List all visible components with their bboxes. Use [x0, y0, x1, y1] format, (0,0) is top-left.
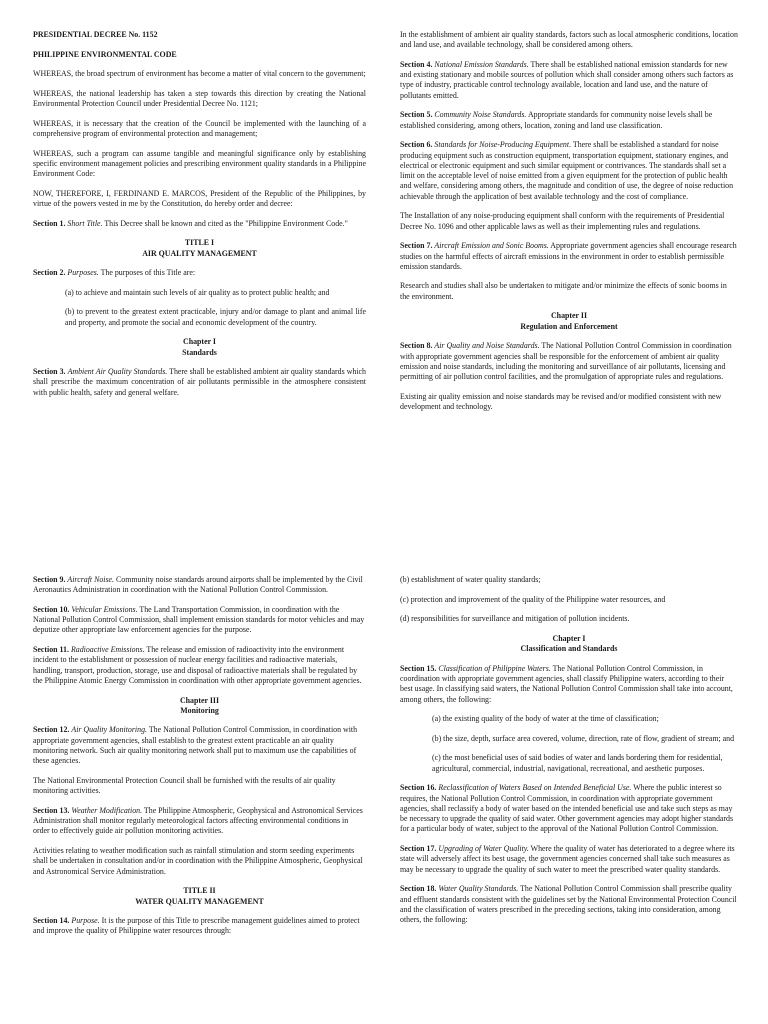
section-7-paragraph-2: Research and studies shall also be undertaken to mitigate and/or minimize the effects of sonic booms in the environment. [400, 281, 727, 301]
section-5 [400, 110, 738, 131]
section-text: The National Pollution Control Commission, in coordination with appropriate government agencies, shall establish to the greatest extent practicable an air quality monitoring network. Such air quality monitoring network shall put to maximum use the capabilities of these agencies. [33, 725, 358, 766]
section-12 [33, 725, 366, 766]
section-text: The purposes of this Title are: [98, 268, 196, 278]
section-label: Section 13. [33, 805, 70, 815]
section-name: Purposes. [67, 268, 99, 278]
chapter-1-heading [400, 634, 738, 655]
purpose-item-b: (b) establishment of water quality standards; [400, 575, 541, 584]
chapter-name: Monitoring [180, 705, 219, 715]
section-text: Community noise standards around airports shall be implemented by the Civil Aeronautics Administration in coordination with the National Pollution Control Commission. [33, 575, 363, 595]
section-3 [33, 367, 366, 398]
whereas-clause-3: WHEREAS, it is necessary that the creation of the Council be implemented with the launching of a comprehensive program of environmental protection and management; [33, 118, 366, 138]
section-label: Section 14. [33, 916, 70, 926]
section-16 [400, 783, 738, 834]
code-title: PHILIPPINE ENVIRONMENTAL CODE [33, 49, 177, 59]
section-label: Section 17. [400, 844, 437, 854]
purpose-item-b: (b) to prevent to the greatest extent practicable, injury and/or damage to plant and animal life and property, and promote the social and economic development of the country. [65, 307, 366, 327]
page-2-column [400, 30, 738, 422]
section-11 [33, 645, 366, 686]
section-2 [33, 268, 366, 278]
classification-factor-a: (a) the existing quality of the body of water at the time of classification; [432, 714, 659, 724]
classification-factor-c: (c) the most beneficial uses of said bodies of water and lands bordering them for residential, agricultural, commercial, industrial, navigational, recreational, and aesthetic purposes. [432, 753, 723, 773]
section-label: Section 10. [33, 604, 70, 614]
section-text: Appropriate government agencies shall encourage research studies on the harmful effects of aircraft emissions in the environment in order to establish permissible emission standards. [400, 241, 737, 271]
decree-order: NOW, THEREFORE, I, FERDINAND E. MARCOS, President of the Republic of the Philippines, by virtue of the powers vested in me by the Constitution, do hereby order and decree: [33, 188, 366, 209]
decree-heading: PRESIDENTIAL DECREE No. 1152 [33, 30, 158, 39]
whereas-clause-1: WHEREAS, the broad spectrum of environment has become a matter of vital concern to the government; [33, 69, 366, 79]
section-17 [400, 844, 738, 875]
whereas-clause-4: WHEREAS, such a program can assume tangible and meaningful significance only by establishing specific environment management policies and prescribing environment quality standards in a Philippine Environment Code: [33, 148, 366, 179]
title-number: TITLE II [183, 886, 216, 896]
section-text: This Decree shall be known and cited as the "Philippine Environment Code." [102, 218, 348, 228]
section-text: There shall be established a standard for noise producing equipment such as construction equipment, transportation equipment, stationary engines, and electrical or electronic equipment and such similar equipment or contrivances. The standards shall set a limit on the acceptable level of noise emitted from a given equipment for the protection of public health and welfare, considering among others, the magnitude and condition of use, the degree of noise reduction achievable through the application of best available technology and the cost of compliance. [400, 140, 734, 201]
page-4-column [400, 575, 738, 935]
section-name: Community Noise Standards. [434, 110, 527, 120]
section-name: Air Quality Monitoring. [71, 725, 147, 735]
chapter-number: Chapter I [183, 337, 216, 347]
section-10 [33, 605, 366, 636]
section-text: There shall be established ambient air quality standards which shall prescribe the maximum concentration of air pollutants permissible in the atmosphere consistent with public health, safety and general welfare. [33, 367, 366, 397]
title-1-heading [33, 238, 366, 259]
section-label: Section 8. [400, 341, 433, 351]
section-text: Where the public interest so requires, the National Pollution Control Commission, in coordination with appropriate government agencies, shall reclassify a body of water based on the intended beneficial use and take such steps as may be necessary to upgrade the quality of said water. Other government agencies may adopt higher standards for a particular body of water, subject to the approval of the National Pollution Control Commission. [400, 783, 734, 834]
section-text: The National Pollution Control Commission in coordination with appropriate government agencies shall be responsible for the enforcement of ambient air quality emission and noise standards, including the monitoring and surveillance of air pollutants, licensing and permitting of air pollution control facilities, and the promulgation of appropriate rules and regulations. [400, 341, 732, 382]
section-label: Section 15. [400, 663, 437, 673]
section-name: Classification of Philippine Waters. [438, 663, 551, 673]
section-name: Vehicular Emissions. [71, 604, 138, 614]
section-14 [33, 916, 366, 937]
section-text: It is the purpose of this Title to prescribe management guidelines aimed to protect and improve the quality of Philippine water resources through: [33, 916, 360, 936]
section-label: Section 6. [400, 140, 433, 150]
section-18 [400, 884, 738, 925]
chapter-1-heading [33, 337, 366, 358]
section-6-paragraph-2: The Installation of any noise-producing equipment shall conform with the requirements of Presidential Decree No. 1096 and other applicable laws as well as their implementing rules and regulations. [400, 211, 725, 231]
section-name: Aircraft Noise. [67, 575, 115, 584]
section-text: The Land Transportation Commission, in coordination with the National Pollution Control Commission, shall implement emission standards for motor vehicles and may deputize other appropriate law enforcement agencies for the purpose. [33, 604, 365, 635]
section-name: Standards for Noise-Producing Equipment. [434, 140, 572, 150]
section-name: Water Quality Standards. [438, 884, 519, 894]
section-name: Ambient Air Quality Standards. [67, 367, 168, 377]
section-text: The Philippine Atmospheric, Geophysical and Astronomical Services Administration shall monitor regularly meteorological factors affecting environmental conditions in order to effectively guide air pollution monitoring activities. [33, 805, 363, 836]
chapter-3-heading [33, 696, 366, 717]
chapter-name: Classification and Standards [520, 644, 618, 654]
section-name: National Emission Standards. [434, 59, 529, 69]
section-name: Aircraft Emission and Sonic Booms. [434, 241, 549, 251]
title-name: AIR QUALITY MANAGEMENT [142, 248, 257, 258]
section-label: Section 1. [33, 218, 66, 228]
chapter-number: Chapter I [552, 633, 586, 643]
section-name: Reclassification of Waters Based on Intended Beneficial Use. [438, 783, 632, 793]
chapter-number: Chapter III [179, 695, 220, 705]
section-7 [400, 241, 738, 272]
section-label: Section 12. [33, 725, 70, 735]
section-6 [400, 140, 738, 202]
section-8-paragraph-2: Existing air quality emission and noise standards may be revised and/or modified consistent with new development and technology. [400, 391, 722, 411]
page-1-column [33, 30, 366, 407]
section-label: Section 18. [400, 884, 437, 894]
section-13 [33, 806, 366, 837]
section-text: Appropriate standards for community noise levels shall be established considering, among others, location, zoning and land use classification. [400, 110, 713, 130]
section-text: Where the quality of water has deteriorated to a degree where its state will adversely affect its best usage, the government agencies concerned shall take such measures as may be necessary to upgrade the quality of such water to meet the prescribed water quality standards. [400, 844, 735, 874]
section-text: The National Pollution Control Commission, in coordination with appropriate government agencies, shall classify Philippine waters, according to their best usage. In classifying said waters, the National Pollution Control Commission shall take into account, among others, the following: [400, 663, 733, 704]
page-3-column [33, 575, 366, 946]
section-label: Section 3. [33, 367, 66, 377]
section-15 [400, 664, 738, 705]
title-number: TITLE I [184, 238, 215, 248]
section-9 [33, 575, 366, 596]
section-4 [400, 60, 738, 101]
purpose-item-c: (c) protection and improvement of the quality of the Philippine water resources, and [400, 594, 666, 604]
section-text: The release and emission of radioactivity into the environment incident to the establishment or possession of nuclear energy facilities and radioactive materials, handling, transport, production, storage, use and disposal of radioactive materials shall be regulated by the Philippine Atomic Energy Commission in coordination with other appropriate government agencies. [33, 645, 362, 685]
section-12-paragraph-2: The National Environmental Protection Council shall be furnished with the results of air quality monitoring activities. [33, 775, 336, 796]
section-text: The National Pollution Control Commission shall prescribe quality and effluent standards consistent with the guidelines set by the National Environmental Protection Council and the classification of waters prescribed in the preceding sections, taking into consideration, among others, the following: [400, 884, 737, 925]
section-1 [33, 219, 366, 229]
section-label: Section 5. [400, 110, 433, 120]
section-8 [400, 341, 738, 382]
chapter-number: Chapter II [550, 311, 588, 321]
section-name: Radioactive Emissions. [70, 645, 145, 655]
section-text: There shall be established national emission standards for new and existing stationary and mobile sources of pollution which shall consider among others such factors as type of industry, practicable control technology available, location and land use, and the nature of pollutants emitted. [400, 59, 734, 100]
classification-factor-b: (b) the size, depth, surface area covered, volume, direction, rate of flow, gradient of stream; and [432, 733, 735, 743]
purpose-item-a: (a) to achieve and maintain such levels of air quality as to protect public health; and [65, 287, 330, 297]
ambient-factors-paragraph: In the establishment of ambient air quality standards, factors such as local atmospheric conditions, location and land use, and available technology, shall be considered among others. [400, 30, 738, 50]
section-name: Upgrading of Water Quality. [438, 844, 529, 854]
section-label: Section 9. [33, 575, 66, 584]
section-label: Section 11. [33, 645, 69, 655]
title-2-heading [33, 886, 366, 907]
section-name: Air Quality and Noise Standards. [434, 341, 540, 351]
section-label: Section 2. [33, 268, 66, 278]
chapter-2-heading [400, 311, 738, 332]
section-name: Weather Modification. [71, 805, 143, 815]
section-label: Section 4. [400, 59, 433, 69]
section-label: Section 16. [400, 783, 437, 793]
chapter-name: Standards [182, 347, 217, 357]
purpose-item-d: (d) responsibilities for surveillance and mitigation of pollution incidents. [400, 614, 630, 624]
chapter-name: Regulation and Enforcement [520, 321, 618, 331]
section-name: Purpose. [71, 916, 100, 926]
whereas-clause-2: WHEREAS, the national leadership has taken a step towards this direction by creating the National Environmental Protection Council under Presidential Decree No. 1121; [33, 88, 366, 109]
section-label: Section 7. [400, 241, 433, 251]
section-name: Short Title. [67, 218, 103, 228]
section-13-paragraph-2: Activities relating to weather modification such as rainfall stimulation and storm seeding experiments shall be undertaken in consultation and/or in coordination with the Philippine Atmospheric, Geophysical and Astronomical Service Administration. [33, 846, 363, 876]
title-name: WATER QUALITY MANAGEMENT [135, 896, 264, 906]
